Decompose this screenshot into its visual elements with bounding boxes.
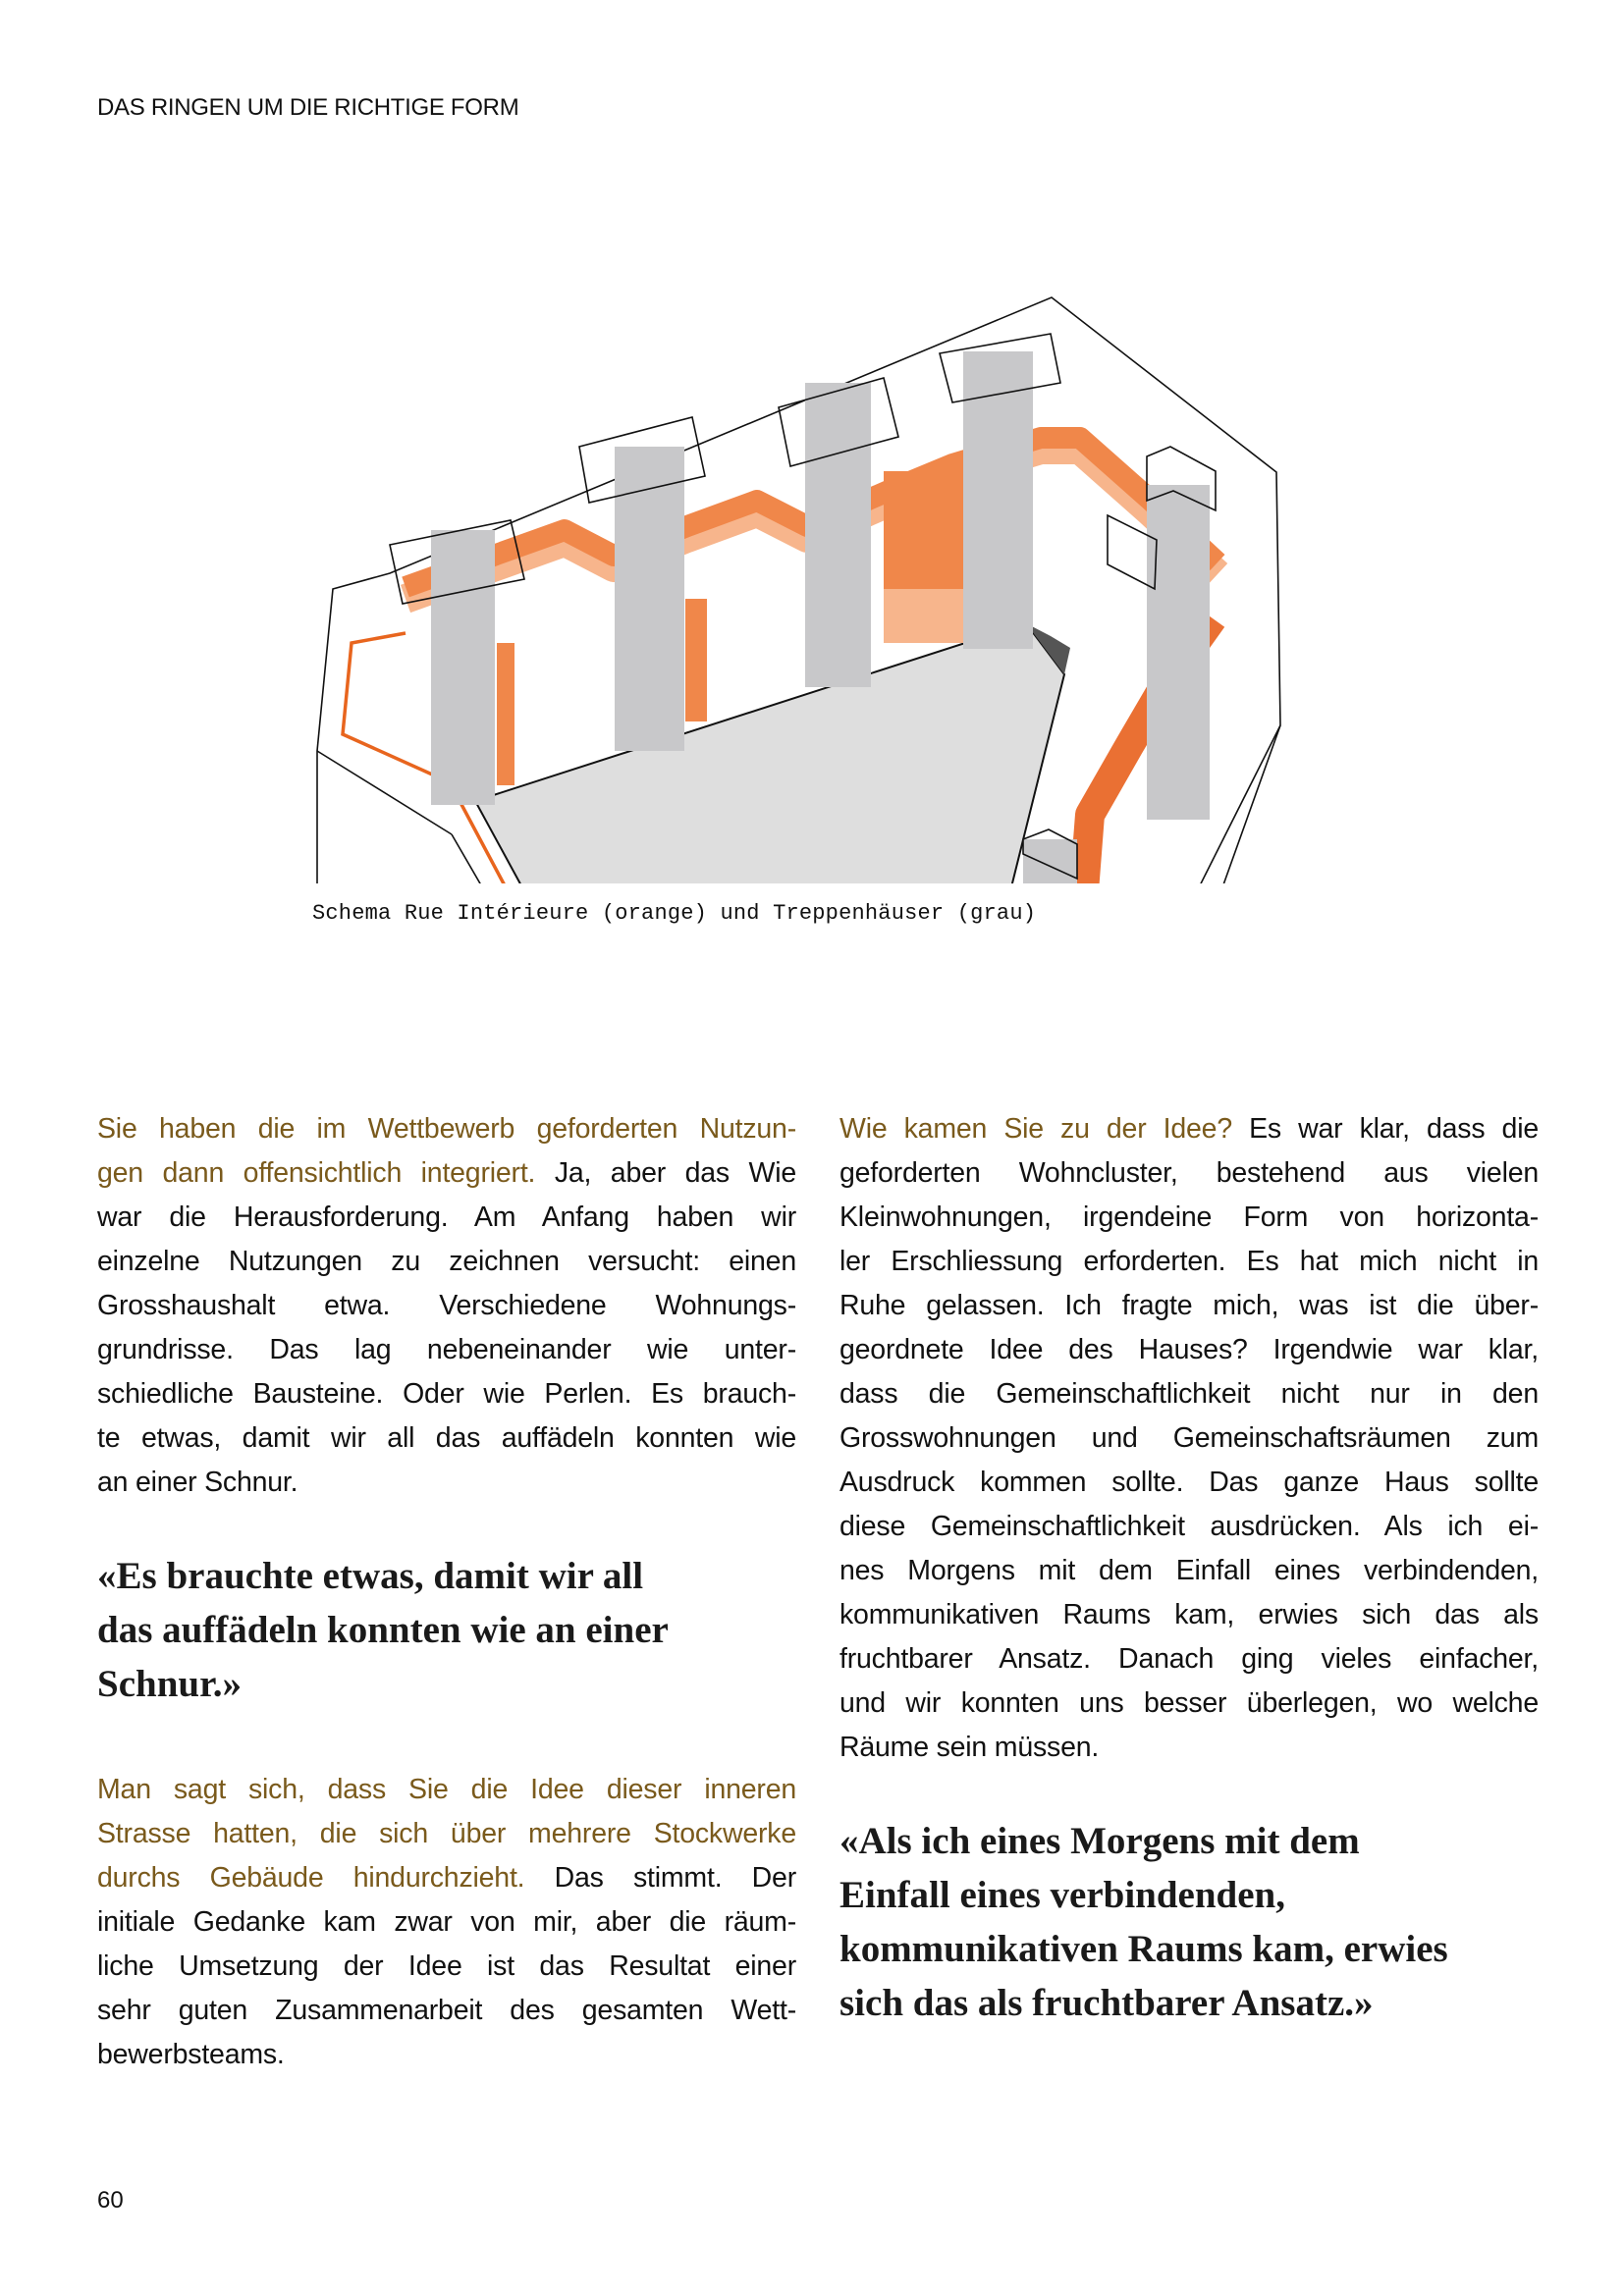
- text-line: [97, 1151, 796, 1196]
- interview-answer: einzelne Nutzungen zu zeichnen versucht: einen: [97, 1246, 796, 1277]
- interview-answer: war die Herausforderung. Am Anfang haben wir: [97, 1201, 796, 1233]
- interview-answer: Ausdruck kommen sollte. Das ganze Haus sollte: [839, 1467, 1539, 1498]
- text-line: [97, 1768, 796, 1812]
- interview-answer: sehr guten Zusammenarbeit des gesamten Wett-: [97, 1995, 796, 2026]
- interview-answer: nes Morgens mit dem Einfall eines verbindenden,: [839, 1555, 1539, 1586]
- interview-answer: fruchtbarer Ansatz. Danach ging vieles einfacher,: [839, 1643, 1539, 1675]
- pull-quote-line: «Es brauchte etwas, damit wir all: [97, 1555, 644, 1597]
- interview-question: Man sagt sich, dass Sie die Idee dieser inneren: [97, 1774, 796, 1805]
- interview-answer: Grosswohnungen und Gemeinschaftsräumen zum: [839, 1422, 1539, 1454]
- interview-answer: diese Gemeinschaftlichkeit ausdrücken. Als ich ei-: [839, 1511, 1539, 1542]
- pull-quote-left: [97, 1549, 804, 1711]
- pull-quote-right: [839, 1814, 1586, 2030]
- interview-question: durchs Gebäude hindurchzieht.: [97, 1862, 525, 1894]
- interview-answer: Grosshaushalt etwa. Verschiedene Wohnungs-: [97, 1290, 796, 1321]
- text-line: [839, 1196, 1539, 1240]
- figure-caption: Schema Rue Intérieure (orange) und Treppenhäuser (grau): [312, 901, 1037, 926]
- text-line: [97, 1328, 796, 1372]
- interview-answer: Das stimmt. Der: [524, 1862, 796, 1894]
- interview-answer: dass die Gemeinschaftlichkeit nicht nur in den: [839, 1378, 1539, 1410]
- interview-answer: geordnete Idee des Hauses? Irgendwie war klar,: [839, 1334, 1539, 1365]
- interview-answer: geforderten Wohncluster, bestehend aus vielen: [839, 1157, 1539, 1189]
- interview-answer: Kleinwohnungen, irgendeine Form von horizonta-: [839, 1201, 1539, 1233]
- interview-answer: Es war klar, dass die: [1231, 1113, 1539, 1145]
- text-line: [839, 1151, 1539, 1196]
- interview-answer: initiale Gedanke kam zwar von mir, aber die räum-: [97, 1906, 796, 1938]
- interview-question: Strasse hatten, die sich über mehrere Stockwerke: [97, 1818, 796, 1849]
- rue-interieure-diagram: [0, 0, 1624, 883]
- text-line: [97, 1945, 796, 1989]
- interview-answer: Ja, aber das Wie: [535, 1157, 796, 1189]
- text-line: [97, 1856, 796, 1900]
- interview-answer: kommunikativen Raums kam, erwies sich das als: [839, 1599, 1539, 1630]
- text-line: [839, 1107, 1539, 1151]
- text-line: [839, 1593, 1539, 1637]
- interview-question: Wie kamen Sie zu der Idee?: [839, 1113, 1232, 1145]
- text-line: [839, 1637, 1539, 1682]
- text-line: [839, 1328, 1539, 1372]
- page-number: 60: [97, 2187, 124, 2214]
- pull-quote-line: «Als ich eines Morgens mit dem: [839, 1820, 1360, 1862]
- text-line: [97, 1284, 796, 1328]
- text-line: [97, 1812, 796, 1856]
- text-line: [839, 1726, 1539, 1770]
- pull-quote-line: Schnur.»: [97, 1663, 243, 1705]
- text-line: [97, 1372, 796, 1416]
- text-line: [839, 1372, 1539, 1416]
- interview-answer: schiedliche Bausteine. Oder wie Perlen. Es brauch-: [97, 1378, 796, 1410]
- interview-answer: an einer Schnur.: [97, 1467, 298, 1498]
- interview-answer: Räume sein müssen.: [839, 1732, 1100, 1763]
- text-line: [97, 2033, 796, 2077]
- interview-answer: te etwas, damit wir all das auffädeln konnten wie: [97, 1422, 796, 1454]
- interview-answer: und wir konnten uns besser überlegen, wo welche: [839, 1687, 1539, 1719]
- left-column-paragraph-2: [97, 1768, 796, 2077]
- interview-question: Sie haben die im Wettbewerb geforderten Nutzun-: [97, 1113, 796, 1145]
- pull-quote-line: sich das als fruchtbarer Ansatz.»: [839, 1982, 1374, 2024]
- text-line: [97, 1900, 796, 1945]
- text-line: [839, 1461, 1539, 1505]
- pull-quote-line: das auffädeln konnten wie an einer: [97, 1609, 669, 1651]
- text-line: [97, 1989, 796, 2033]
- left-column-paragraph-1: [97, 1107, 796, 1505]
- text-line: [839, 1682, 1539, 1726]
- text-line: [97, 1416, 796, 1461]
- interview-answer: bewerbsteams.: [97, 2039, 285, 2070]
- right-column-paragraph-1: [839, 1107, 1539, 1770]
- text-line: [839, 1284, 1539, 1328]
- text-line: [839, 1416, 1539, 1461]
- running-title: DAS RINGEN UM DIE RICHTIGE FORM: [97, 94, 519, 121]
- interview-answer: ler Erschliessung erforderten. Es hat mich nicht in: [839, 1246, 1539, 1277]
- interview-answer: grundrisse. Das lag nebeneinander wie unter-: [97, 1334, 796, 1365]
- pull-quote-line: kommunikativen Raums kam, erwies: [839, 1928, 1448, 1970]
- text-line: [839, 1505, 1539, 1549]
- text-line: [97, 1107, 796, 1151]
- pull-quote-line: Einfall eines verbindenden,: [839, 1874, 1285, 1916]
- interview-answer: liche Umsetzung der Idee ist das Resultat einer: [97, 1950, 796, 1982]
- text-line: [97, 1240, 796, 1284]
- text-line: [839, 1549, 1539, 1593]
- text-line: [97, 1461, 796, 1505]
- text-line: [839, 1240, 1539, 1284]
- interview-question: gen dann offensichtlich integriert.: [97, 1157, 536, 1189]
- interview-answer: Ruhe gelassen. Ich fragte mich, was ist die über-: [839, 1290, 1539, 1321]
- text-line: [97, 1196, 796, 1240]
